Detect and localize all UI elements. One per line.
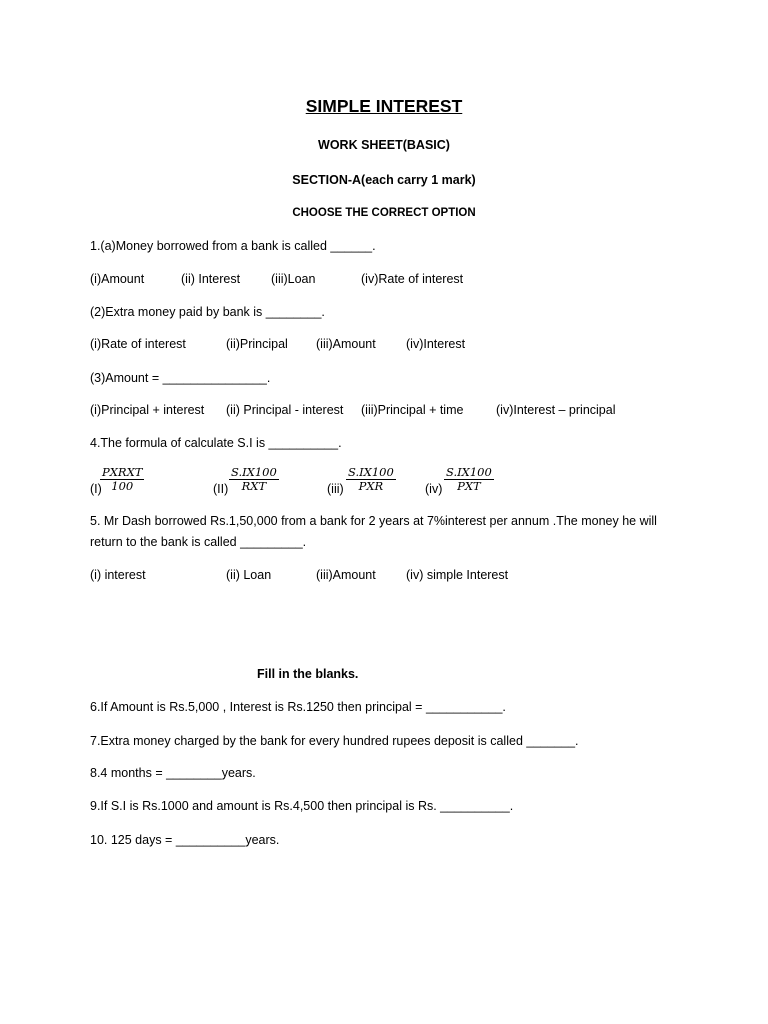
q4-option-1-fraction [100, 466, 144, 492]
q4-option-4-fraction [444, 466, 494, 492]
question-5-text-line-1: 5. Mr Dash borrowed Rs.1,50,000 from a bank for 2 years at 7%interest per annum .The money he will [90, 514, 657, 528]
blank-question-6: 6.If Amount is Rs.5,000 , Interest is Rs.1250 then principal = ___________. [90, 700, 506, 714]
fraction-numerator: S.IX100 [348, 465, 394, 479]
fraction-numerator: PXRXT [102, 465, 143, 479]
blank-question-10: 10. 125 days = __________years. [90, 833, 280, 847]
q1-option-1: (i)Amount [90, 272, 145, 286]
q2-option-2: (ii)Principal [226, 337, 288, 351]
blank-question-7: 7.Extra money charged by the bank for every hundred rupees deposit is called _______. [90, 734, 579, 748]
blank-question-8: 8.4 months = ________years. [90, 766, 256, 780]
q2-option-4: (iv)Interest [406, 337, 466, 351]
worksheet-subtitle: WORK SHEET(BASIC) [318, 138, 450, 152]
q5-option-4: (iv) simple Interest [406, 568, 509, 582]
fraction-denominator: RXT [229, 479, 279, 492]
q2-option-3: (iii)Amount [316, 337, 376, 351]
q1-option-2: (ii) Interest [181, 272, 241, 286]
q1-option-4: (iv)Rate of interest [361, 272, 464, 286]
q4-option-1-label: (I) [90, 482, 102, 496]
question-2-text: (2)Extra money paid by bank is ________. [90, 305, 325, 319]
q4-option-3-fraction [346, 466, 396, 492]
instruction-heading: CHOOSE THE CORRECT OPTION [292, 207, 476, 219]
blank-question-9: 9.If S.I is Rs.1000 and amount is Rs.4,500 then principal is Rs. __________. [90, 799, 514, 813]
q4-option-2-label: (II) [213, 482, 229, 496]
q2-option-1: (i)Rate of interest [90, 337, 186, 351]
question-4-text: 4.The formula of calculate S.I is __________. [90, 436, 342, 450]
q3-option-2: (ii) Principal - interest [226, 403, 344, 417]
q4-option-2-fraction [229, 466, 279, 492]
q5-option-3: (iii)Amount [316, 568, 376, 582]
question-5-text-line-2: return to the bank is called _________. [90, 535, 307, 549]
fill-blanks-heading: Fill in the blanks. [257, 667, 359, 681]
q4-option-4-label: (iv) [425, 482, 443, 496]
q1-option-3: (iii)Loan [271, 272, 316, 286]
section-heading: SECTION-A(each carry 1 mark) [292, 173, 476, 187]
q5-option-1: (i) interest [90, 568, 146, 582]
fraction-denominator: PXT [444, 479, 494, 492]
q5-option-2: (ii) Loan [226, 568, 272, 582]
question-3-text: (3)Amount = _______________. [90, 371, 271, 385]
q3-option-4: (iv)Interest – principal [496, 403, 616, 417]
fraction-numerator: S.IX100 [446, 465, 492, 479]
q4-option-3-label: (iii) [327, 482, 344, 496]
fraction-denominator: PXR [346, 479, 396, 492]
q3-option-3: (iii)Principal + time [361, 403, 464, 417]
worksheet-title: SIMPLE INTEREST [305, 96, 463, 116]
question-1-text: 1.(a)Money borrowed from a bank is called ______. [90, 239, 376, 253]
q3-option-1: (i)Principal + interest [90, 403, 205, 417]
fraction-denominator: 100 [100, 479, 144, 492]
fraction-numerator: S.IX100 [231, 465, 277, 479]
